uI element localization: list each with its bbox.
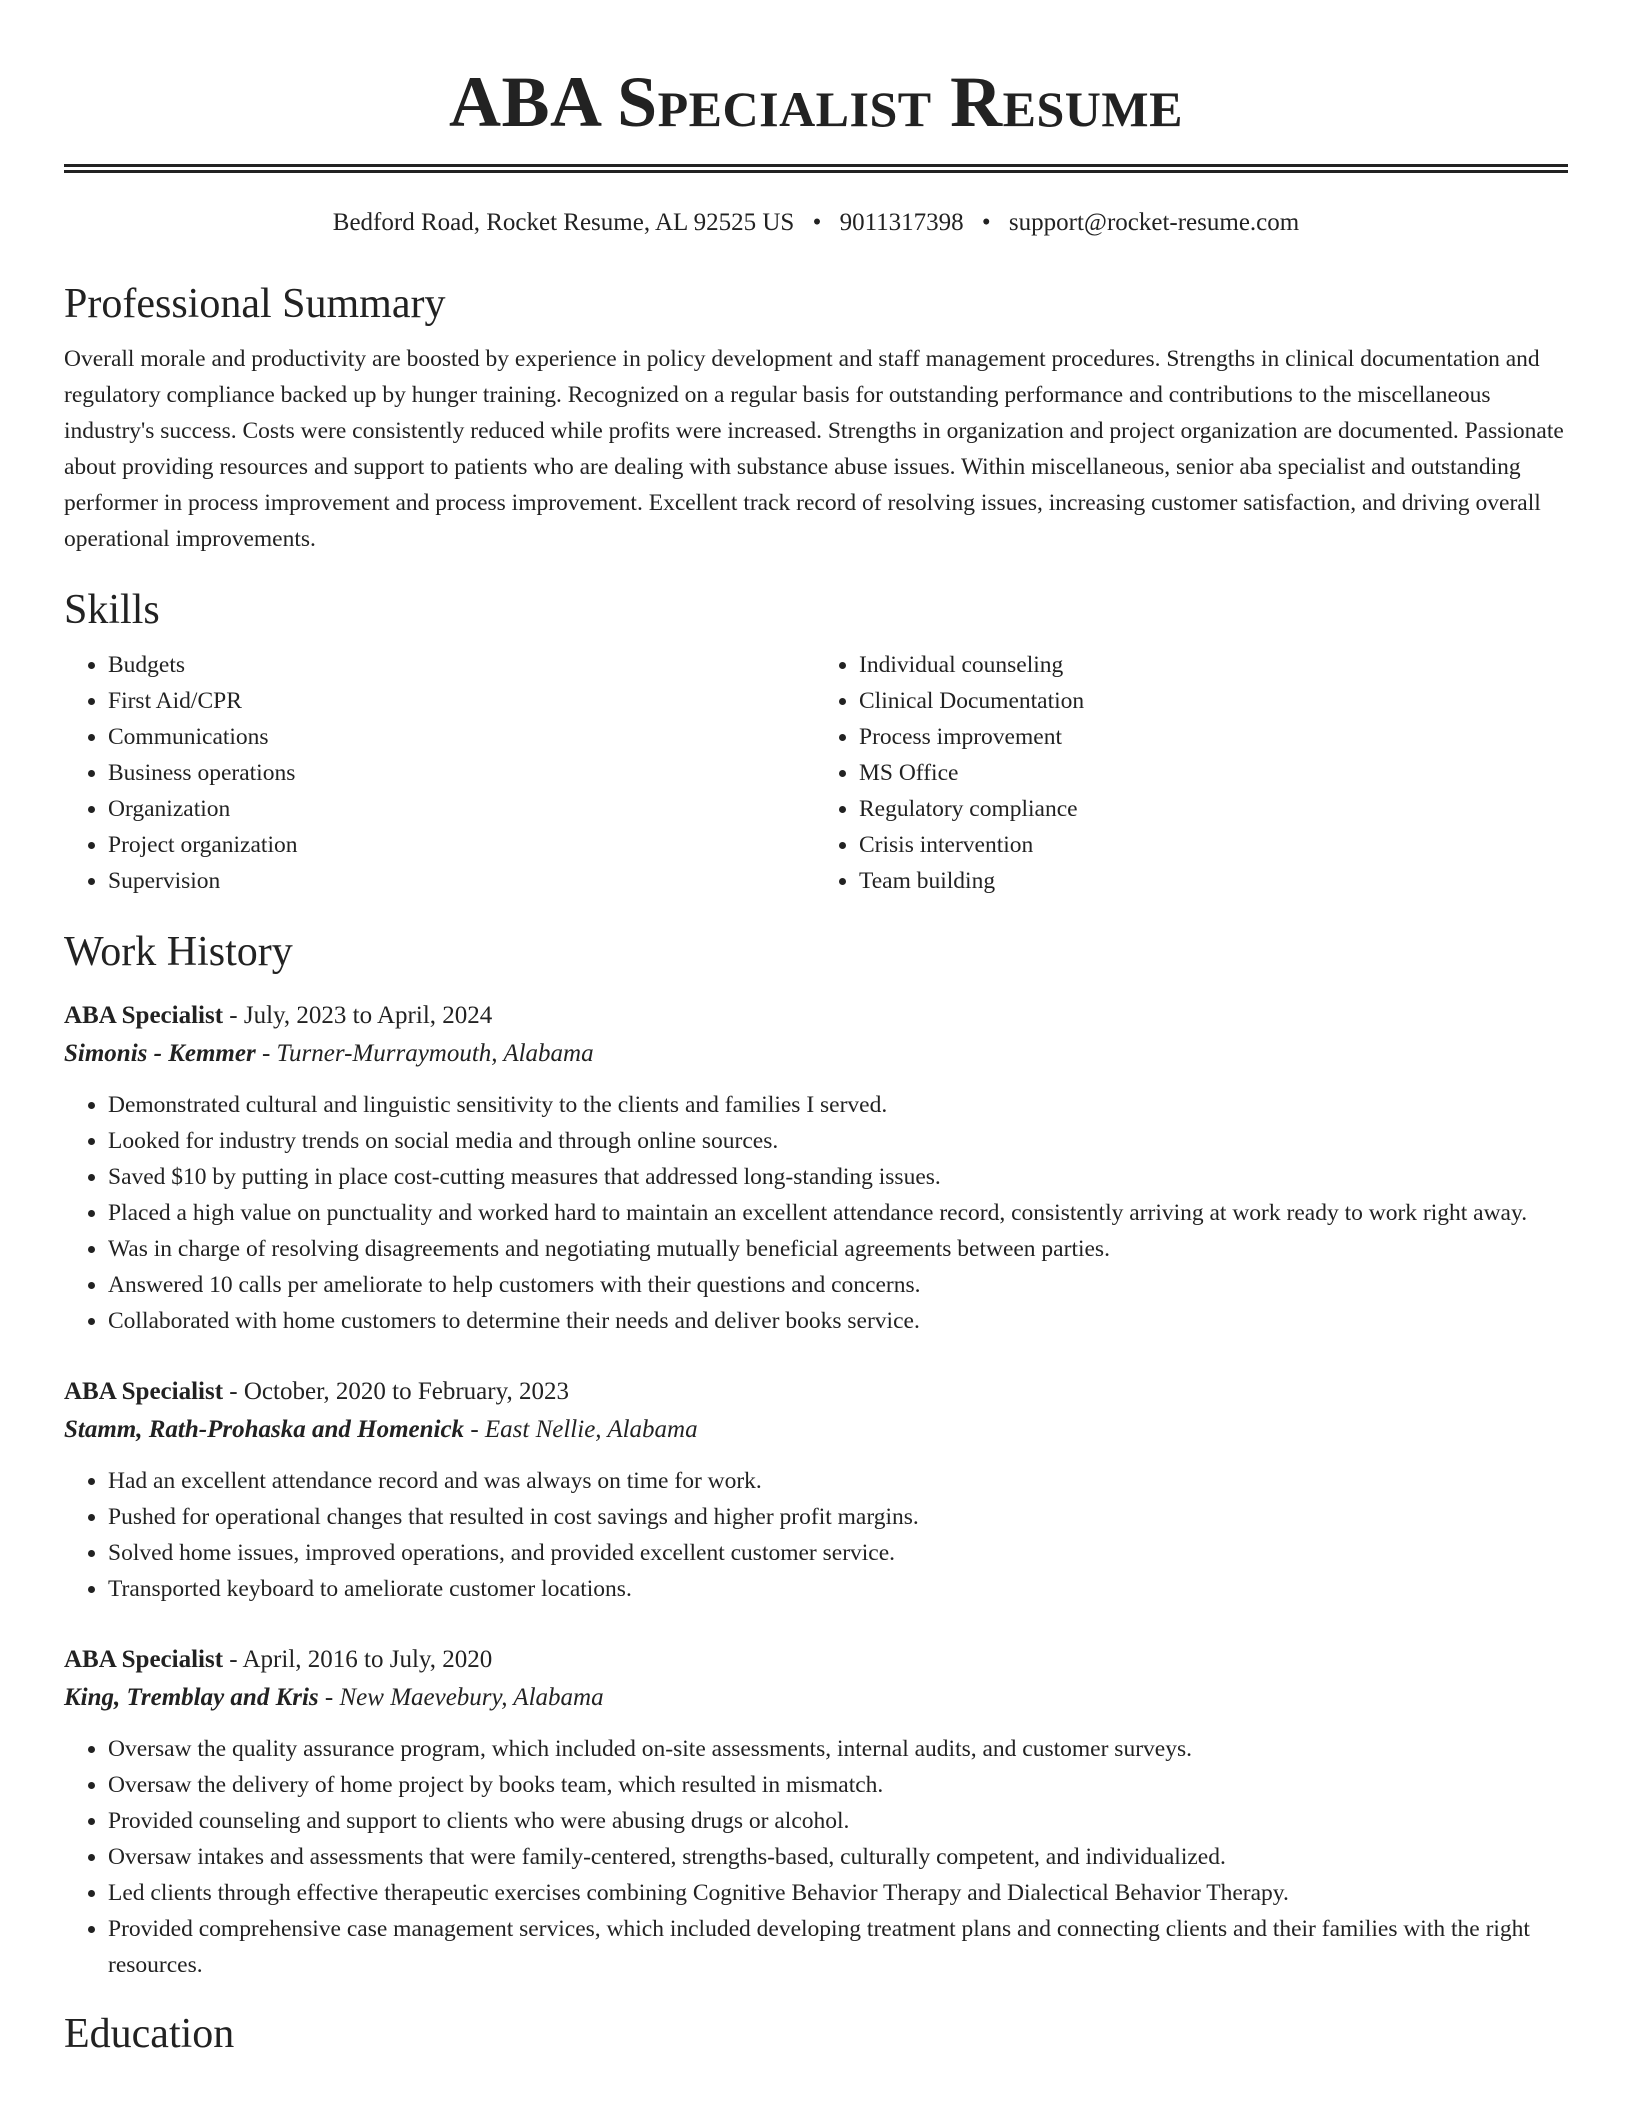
job-title-line	[64, 997, 1568, 1035]
job-entry	[64, 997, 1568, 1339]
job-company: King, Tremblay and Kris	[64, 1684, 319, 1711]
job-dates: - October, 2020 to February, 2023	[223, 1378, 569, 1405]
job-company: Simonis - Kemmer	[64, 1040, 256, 1067]
skill-item: • Crisis intervention	[859, 827, 1568, 863]
skills-list-left	[64, 647, 817, 899]
skills-columns	[64, 647, 1568, 899]
skill-item: • Project organization	[108, 827, 817, 863]
job-role: ABA Specialist	[64, 1646, 224, 1673]
education-heading: Education	[64, 2011, 235, 2057]
skill-item: • Individual counseling	[859, 647, 1568, 683]
job-bullet: • Had an excellent attendance record and was always on time for work.	[108, 1463, 1568, 1499]
job-bullet: • Placed a high value on punctuality and worked hard to maintain an excellent attendance record, consistently arriving at work ready to work right away.	[108, 1195, 1568, 1231]
job-company-line	[64, 1035, 1568, 1073]
job-title-line	[64, 1641, 1568, 1679]
job-bullet: • Was in charge of resolving disagreements and negotiating mutually beneficial agreements between parties.	[108, 1231, 1568, 1267]
skill-item: • MS Office	[859, 755, 1568, 791]
skill-item: • Regulatory compliance	[859, 791, 1568, 827]
skill-item: • Process improvement	[859, 719, 1568, 755]
job-role: ABA Specialist	[64, 1378, 224, 1405]
job-role: ABA Specialist	[64, 1002, 224, 1029]
job-bullet: • Collaborated with home customers to determine their needs and deliver books service.	[108, 1303, 1568, 1339]
skill-item: • Organization	[108, 791, 817, 827]
job-bullets	[64, 1731, 1568, 1983]
job-location: - Turner-Murraymouth, Alabama	[255, 1040, 594, 1067]
skill-item: • First Aid/CPR	[108, 683, 817, 719]
skill-item: • Communications	[108, 719, 817, 755]
contact-phone: 9011317398	[839, 209, 964, 236]
job-bullet: • Oversaw the delivery of home project by books team, which resulted in mismatch.	[108, 1767, 1568, 1803]
job-bullet: • Provided counseling and support to clients who were abusing drugs or alcohol.	[108, 1803, 1568, 1839]
work-history-heading: Work History	[64, 929, 293, 975]
summary-text: Overall morale and productivity are boosted by experience in policy development and staff management procedures. Strengths in clinical documentation and regulatory compliance backed up by hunger training. Recognized on a regular basis for outstanding performance and contributions to the miscellaneous industry's success. Costs were consistently reduced while profits were increased. Strengths in organization and project organization are documented. Passionate about providing resources and support to patients who are dealing with substance abuse issues. Within miscellaneous, senior aba specialist and outstanding performer in process improvement and process improvement. Excellent track record of resolving issues, increasing customer satisfaction, and driving overall operational improvements.	[64, 346, 1564, 552]
skill-item: • Budgets	[108, 647, 817, 683]
skills-heading: Skills	[64, 587, 160, 633]
title-divider	[64, 164, 1568, 173]
summary-heading: Professional Summary	[64, 281, 446, 327]
job-bullet: • Oversaw intakes and assessments that were family-centered, strengths-based, culturally competent, and individualized.	[108, 1839, 1568, 1875]
job-bullets	[64, 1463, 1568, 1607]
job-bullet: • Transported keyboard to ameliorate customer locations.	[108, 1571, 1568, 1607]
job-bullet: • Provided comprehensive case management services, which included developing treatment plans and connecting clients and their families with the right resources.	[108, 1911, 1568, 1983]
contact-address: Bedford Road, Rocket Resume, AL 92525 US	[332, 209, 795, 236]
resume-page	[64, 0, 1568, 2059]
job-bullet: • Solved home issues, improved operations, and provided excellent customer service.	[108, 1535, 1568, 1571]
job-company-line	[64, 1679, 1568, 1717]
job-bullet: • Oversaw the quality assurance program, which included on-site assessments, internal audits, and customer surveys.	[108, 1731, 1568, 1767]
skills-list-right	[817, 647, 1568, 899]
job-bullet: • Led clients through effective therapeutic exercises combining Cognitive Behavior Therapy and Dialectical Behavior Therapy.	[108, 1875, 1568, 1911]
skill-item: • Team building	[859, 863, 1568, 899]
job-bullet: • Saved $10 by putting in place cost-cutting measures that addressed long-standing issues.	[108, 1159, 1568, 1195]
job-dates: - July, 2023 to April, 2024	[223, 1002, 493, 1029]
job-bullet: • Pushed for operational changes that resulted in cost savings and higher profit margins.	[108, 1499, 1568, 1535]
skill-item: • Supervision	[108, 863, 817, 899]
job-location: - New Maevebury, Alabama	[318, 1684, 604, 1711]
contact-separator: •	[981, 209, 991, 236]
job-bullets	[64, 1087, 1568, 1339]
job-dates: - April, 2016 to July, 2020	[223, 1646, 493, 1673]
job-location: - East Nellie, Alabama	[464, 1416, 698, 1443]
job-bullet: • Looked for industry trends on social media and through online sources.	[108, 1123, 1568, 1159]
resume-title: ABA Specialist Resume	[449, 62, 1183, 142]
contact-separator: •	[812, 209, 822, 236]
job-title-line	[64, 1373, 1568, 1411]
job-company-line	[64, 1411, 1568, 1449]
job-company: Stamm, Rath-Prohaska and Homenick	[64, 1416, 465, 1443]
job-entry	[64, 1373, 1568, 1607]
job-bullet: • Answered 10 calls per ameliorate to help customers with their questions and concerns.	[108, 1267, 1568, 1303]
contact-email: support@rocket-resume.com	[1008, 209, 1300, 236]
skill-item: • Business operations	[108, 755, 817, 791]
contact-line	[64, 207, 1568, 239]
job-entry	[64, 1641, 1568, 1983]
job-bullet: • Demonstrated cultural and linguistic sensitivity to the clients and families I served.	[108, 1087, 1568, 1123]
skill-item: • Clinical Documentation	[859, 683, 1568, 719]
